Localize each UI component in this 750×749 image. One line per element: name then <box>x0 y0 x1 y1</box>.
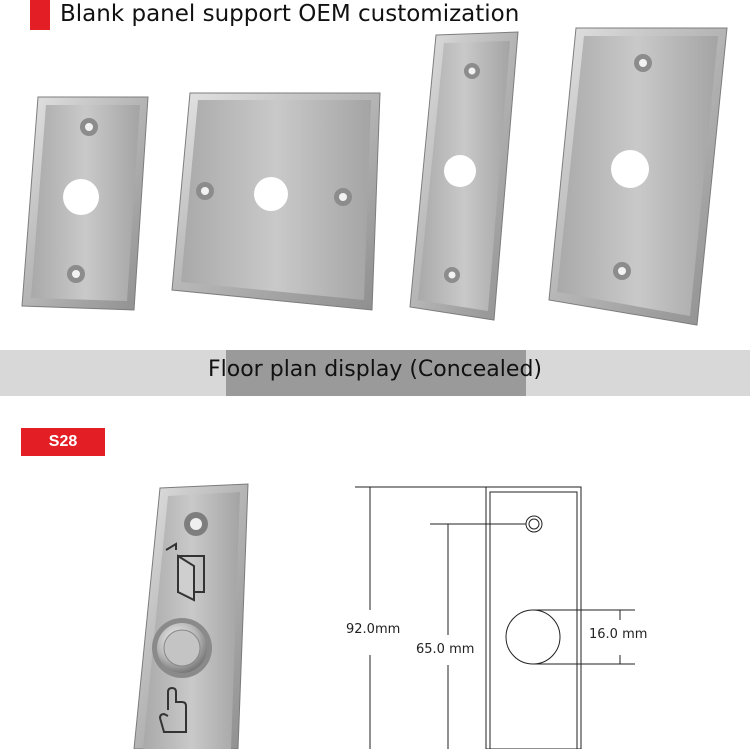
plate-inner-outline <box>490 492 577 749</box>
panel-large-vertical <box>549 28 727 325</box>
plate-outline <box>486 487 581 749</box>
banner-title: Blank panel support OEM customization <box>60 1 520 27</box>
panel-small-vertical <box>22 97 148 310</box>
section-title: Floor plan display (Concealed) <box>208 357 542 382</box>
screw-hole <box>526 516 542 532</box>
button-hole <box>506 610 560 664</box>
panel-square <box>172 93 380 310</box>
blank-panels-image <box>0 20 750 350</box>
dimension-total-height: 92.0mm <box>346 622 401 637</box>
dimension-button-diameter: 16.0 mm <box>589 627 648 642</box>
dimension-drawing <box>330 470 750 749</box>
model-badge: S28 <box>21 428 105 456</box>
dimension-hole-spacing: 65.0 mm <box>416 642 475 657</box>
push-button <box>152 618 212 678</box>
panel-narrow-vertical <box>410 32 518 320</box>
screw-hole-top <box>184 512 208 536</box>
exit-button-photo <box>130 470 270 749</box>
